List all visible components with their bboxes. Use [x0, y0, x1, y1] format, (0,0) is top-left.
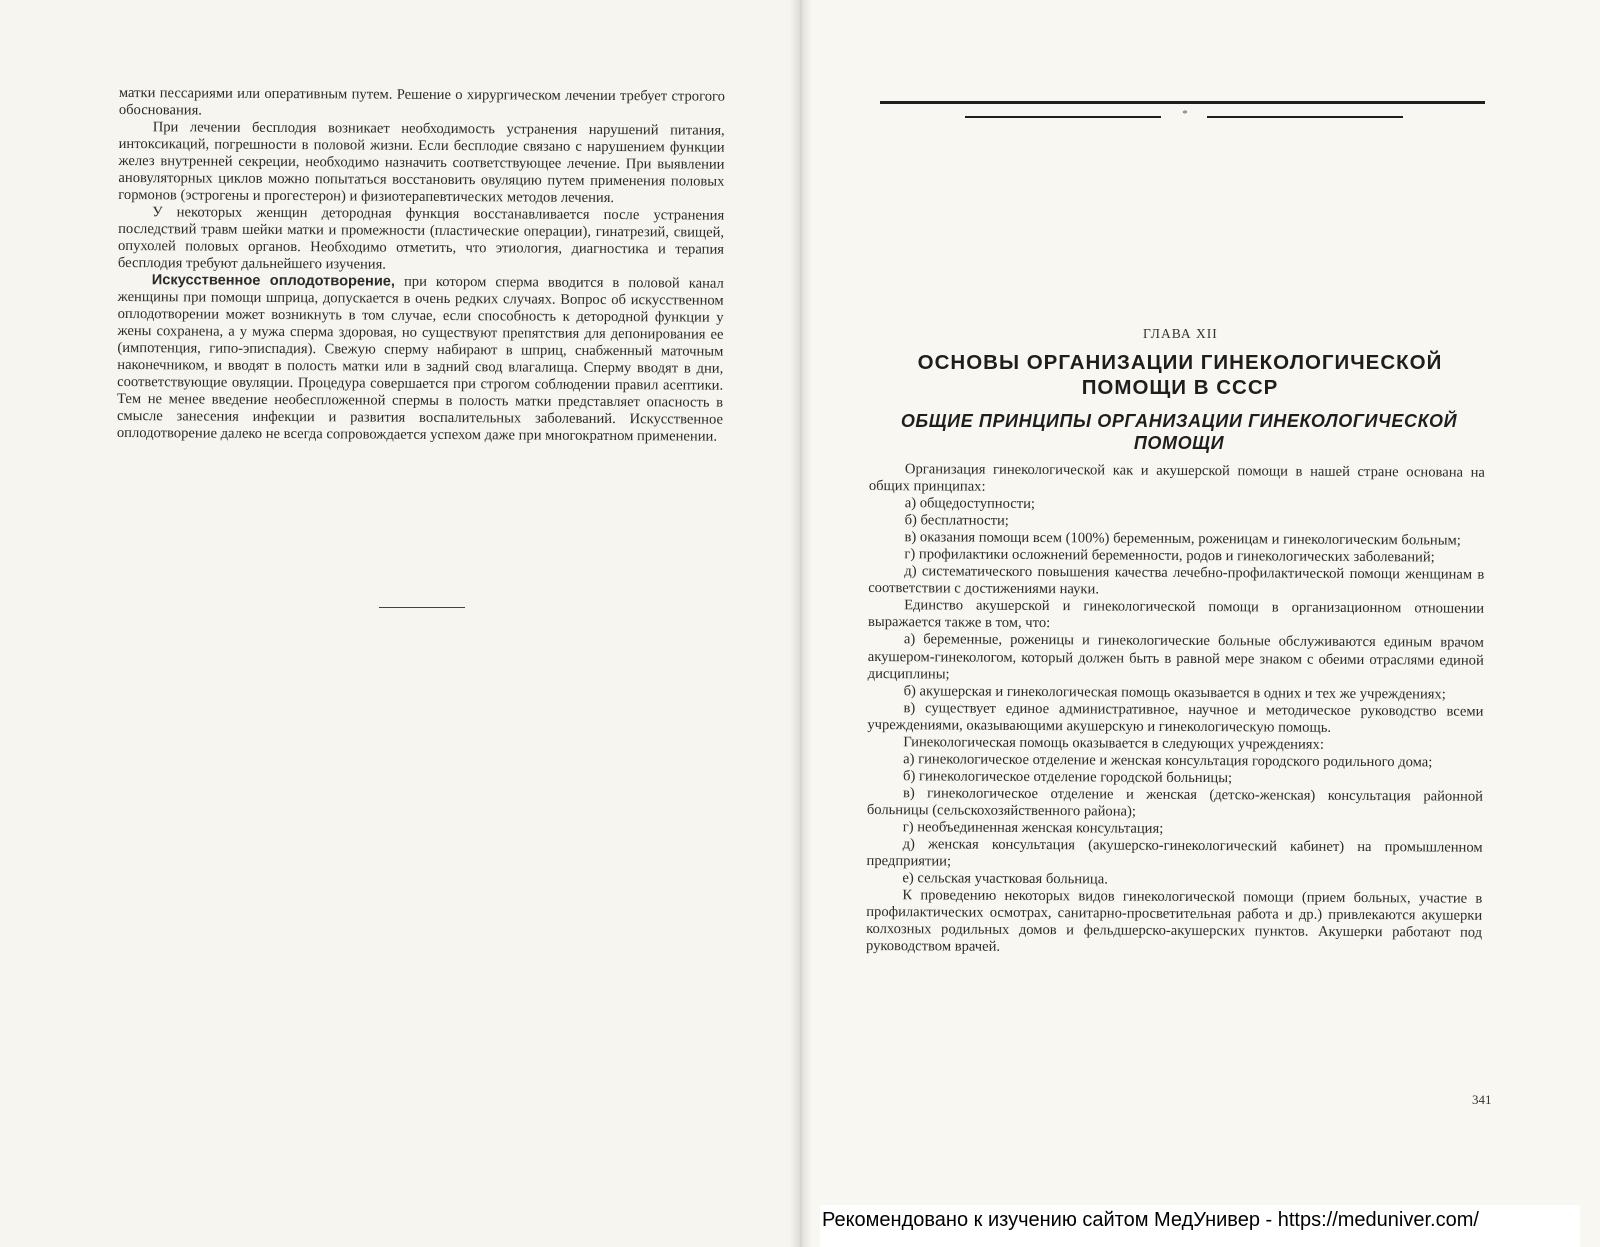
watermark-text: Рекомендовано к изучению сайтом МедУнивер - https://meduniver.com/	[822, 1209, 1479, 1231]
left-paragraph-4-text: при котором сперма вводится в половой канал женщины при помощи шприца, допускается в очень редких случаях. Вопрос об искусственном оплодотворении может возникнуть в том случае, если способность к детородной функции у жены сохранена, а у мужа сперма здоровая, но существуют препятствия для депонирования ее (импотенция, гипо-эписпадия). Свежую сперму набирают в шприц, снабженный маточным наконечником, и вводят в полость матки или в задний свод влагалища. Сперму вводят в дни, соответствующие овуляции. Процедура совершается при строгом соблюдении правил асептики. Тем не менее введение необеспложенной спермы в полость матки представляет опасность в смысле занесения инфекции и развития воспалительных заболеваний. Искусственное оплодотворение далеко не всегда сопровождается успехом даже при многократном применении.	[116, 273, 724, 445]
right-list-item: б) акушерская и гинекологическая помощь оказывается в одних и тех же учреждениях;	[903, 682, 1446, 703]
right-paragraph-unity: Единство акушерской и гинекологической помощи в организационном отношении выражается также в том, что:	[867, 597, 1485, 632]
right-list-item: в) гинекологическое отделение и женская (детско-женская) консультация районной больницы (сельскохозяйственного района);	[866, 785, 1484, 820]
section-title-line-2: ПОМОЩИ	[1133, 433, 1225, 453]
right-list-item: б) бесплатности;	[904, 512, 1009, 529]
left-paragraph-3: У некоторых женщин детородная функция восстанавливается после устранения последствий травм шейки матки и промежности (пластические операции), гинатрезий, свищей, опухолей половых органов. Необходимо отметить, что этиология, диагностика и терапия бесплодия требуют дальнейшего изучения.	[117, 204, 725, 273]
right-list-item: д) женская консультация (акушерско-гинекологический кабинет) на промышленном предприятии;	[866, 836, 1483, 870]
header-rule-right	[1207, 116, 1403, 118]
watermark-banner	[820, 1205, 1580, 1247]
page-number: 341	[1472, 1092, 1492, 1107]
right-list-item: б) гинекологическое отделение городской больницы;	[903, 768, 1233, 787]
section-title	[870, 410, 1488, 454]
right-list-item: а) беременные, роженицы и гинекологические больные обслуживаются единым врачом акушером-гинекологом, который должен быть в равной мере знаком с обеими отраслями единой дисциплины;	[867, 631, 1484, 683]
header-rule-left	[965, 116, 1161, 118]
left-paragraph-2: При лечении бесплодия возникает необходимость устранения нарушений питания, интоксикаций, погрешности в половой жизни. Если бесплодие связано с нарушением функции желез внутренней секреции, необходимо назначить соответствующее лечение. При выявлении ановуляторных циклов можно попытаться восстановить овуляцию путем применения половых гормонов (эстрогены и прогестерон) и физиотерапевтических методов лечения.	[118, 119, 725, 207]
section-title-line-1: ОБЩИЕ ПРИНЦИПЫ ОРГАНИЗАЦИИ ГИНЕКОЛОГИЧЕСКОЙ	[900, 411, 1458, 431]
right-page-body	[866, 461, 1485, 959]
right-list-item: е) сельская участковая больница.	[902, 870, 1108, 888]
left-page-body	[117, 85, 725, 446]
term-artificial-insemination: Искусственное оплодотворение,	[151, 272, 396, 290]
right-paragraph-1: Организация гинекологической как и акушерской помощи в нашей стране основана на общих принципах:	[868, 461, 1485, 495]
right-paragraph-midwives: К проведению некоторых видов гинекологической помощи (прием больных, участие в профилактических осмотрах, санитарно-просветительная работа и др.) привлекаются акушерки колхозных родильных домов и фельдшерско-акушерских пунктов. Акушерки работают под руководством врачей.	[865, 887, 1483, 956]
right-list-item: д) систематического повышения качества лечебно-профилактической помощи женщинам в соответствии с достижениями науки.	[868, 563, 1485, 598]
left-paragraph-1: матки пессариями или оперативным путем. Решение о хирургическом лечении требует строгого обоснования.	[118, 85, 725, 119]
right-list-item: в) существует единое административное, научное и методическое руководство всеми учреждениями, оказывающими акушерскую и гинекологическую помощь.	[867, 699, 1484, 736]
right-list-item: а) гинекологическое отделение и женская консультация городского родильного дома;	[903, 751, 1433, 771]
chapter-title-line-1: ОСНОВЫ ОРГАНИЗАЦИИ ГИНЕКОЛОГИЧЕСКОЙ	[917, 351, 1443, 374]
section-end-rule	[379, 607, 465, 608]
right-list-item: в) оказания помощи всем (100%) беременным, роженицам и гинекологическим больным;	[904, 529, 1461, 549]
header-star-ornament: *	[1182, 108, 1188, 120]
header-rule-thick	[880, 101, 1485, 104]
left-paragraph-4	[117, 272, 724, 446]
chapter-label: ГЛАВА XII	[1143, 326, 1218, 341]
right-paragraph-institutions: Гинекологическая помощь оказывается в следующих учреждениях:	[903, 733, 1324, 753]
chapter-title-line-2: ПОМОЩИ В СССР	[1081, 376, 1279, 399]
chapter-title	[880, 350, 1480, 400]
book-gutter	[790, 0, 812, 1247]
right-list-item: г) необъединенная женская консультация;	[902, 819, 1164, 837]
right-list-item: а) общедоступности;	[904, 495, 1036, 513]
right-list-item: г) профилактики осложнений беременности, родов и гинекологических заболеваний;	[904, 546, 1435, 566]
